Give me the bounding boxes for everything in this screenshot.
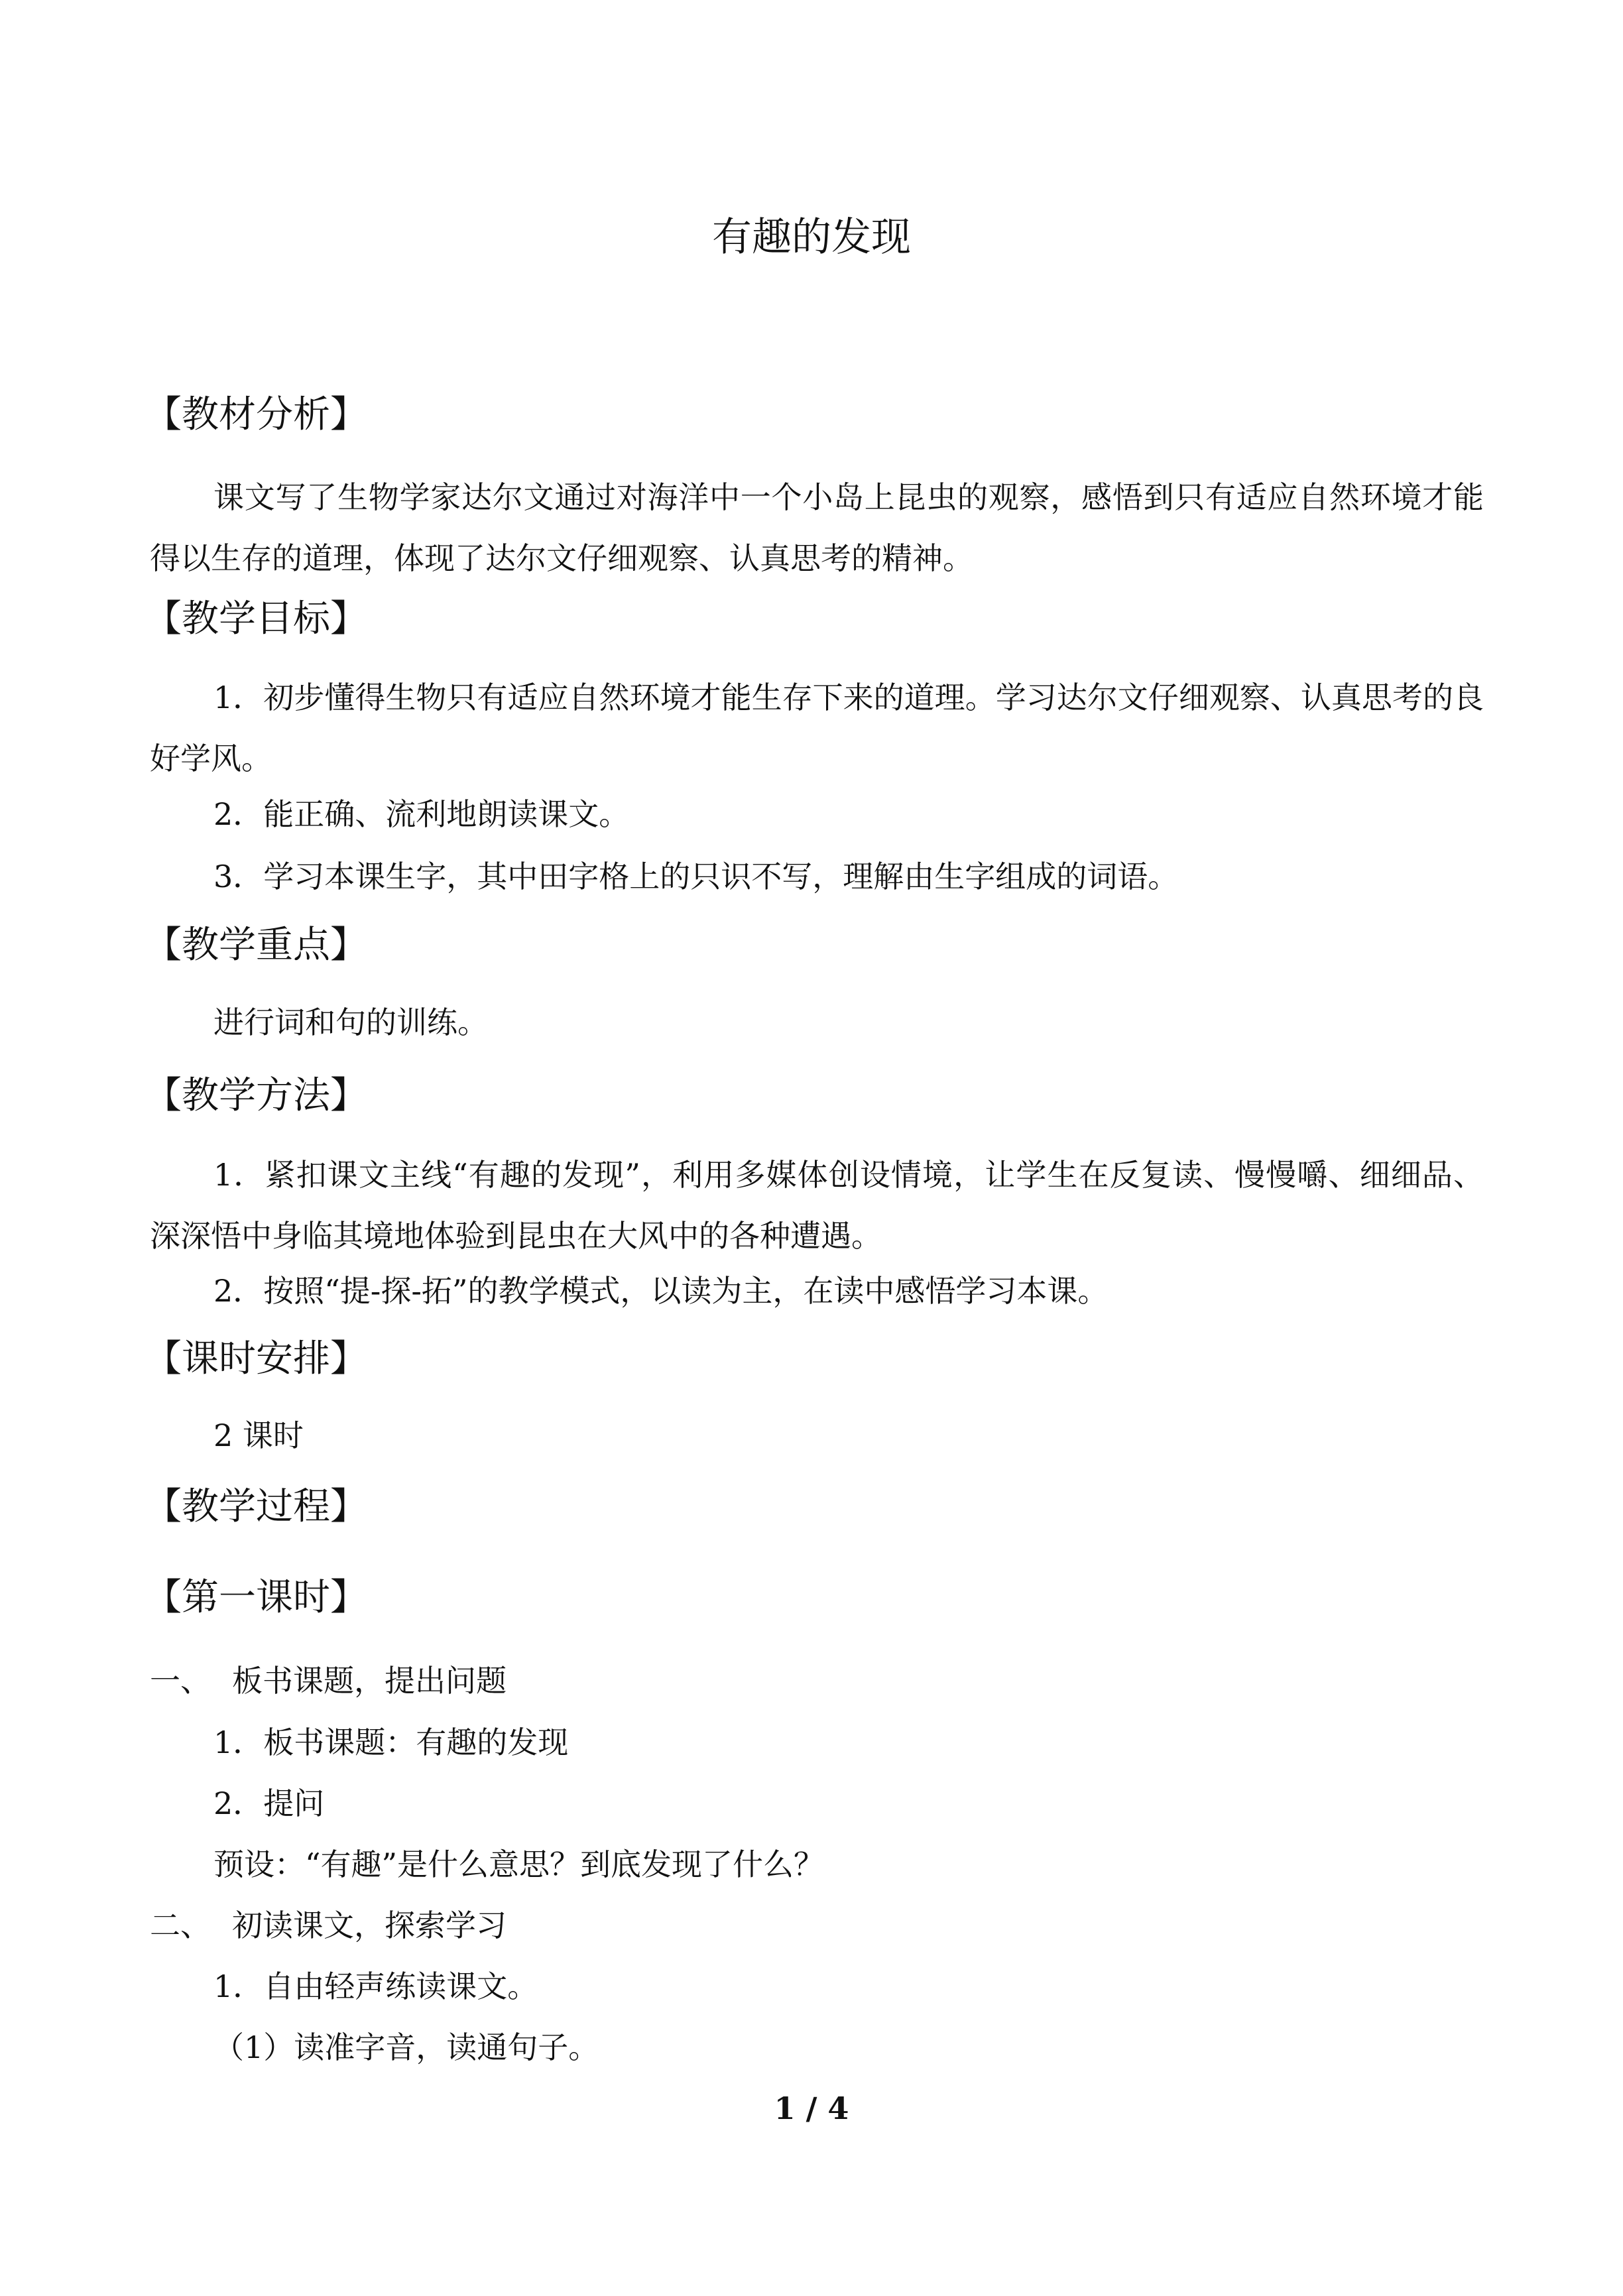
outline-step-1-text: 板书课题，提出问题 — [232, 1663, 507, 1699]
goal-item-2: 2．能正确、流利地朗读课文。 — [213, 796, 630, 832]
material-analysis-text: 课文写了生物学家达尔文通过对海洋中一个小岛上昆虫的观察，感悟到只有适应自然环境才能得以生存的道理，体现了达尔文仔细观察、认真思考的精神。 — [150, 479, 1484, 576]
heading-first-lesson: 【第一课时】 — [145, 1576, 367, 1619]
outline-step-1 — [150, 1661, 507, 1701]
step-1-item-1: 1．板书课题：有趣的发现 — [213, 1724, 569, 1760]
outline-step-2 — [150, 1905, 507, 1945]
step-1-preset: 预设：“有趣”是什么意思？到底发现了什么？ — [213, 1846, 825, 1882]
heading-teaching-goals: 【教学目标】 — [145, 597, 367, 640]
outline-step-2-text: 初读课文，探索学习 — [232, 1907, 507, 1943]
method-item-1: 1．紧扣课文主线“有趣的发现”，利用多媒体创设情境，让学生在反复读、慢慢嚼、细细品、深深悟中身临其境地体验到昆虫在大风中的各种遭遇。 — [150, 1157, 1484, 1254]
step-1-item-2: 2．提问 — [213, 1785, 325, 1821]
teaching-focus-text: 进行词和句的训练。 — [213, 1004, 488, 1040]
class-schedule-text: 2 课时 — [213, 1418, 304, 1453]
goal-item-3: 3．学习本课生字，其中田字格上的只识不写，理解由生字组成的词语。 — [213, 859, 1179, 894]
heading-teaching-process: 【教学过程】 — [145, 1485, 367, 1528]
heading-teaching-methods: 【教学方法】 — [145, 1074, 367, 1117]
outline-step-2-number: 二、 — [150, 1907, 211, 1943]
method-item-2: 2．按照“提-探-拓”的教学模式，以读为主，在读中感悟学习本课。 — [213, 1273, 1109, 1309]
heading-class-schedule: 【课时安排】 — [145, 1337, 367, 1380]
step-2-item-1: 1．自由轻声练读课文。 — [213, 1968, 538, 2004]
heading-material-analysis: 【教材分析】 — [145, 393, 367, 436]
page-title: 有趣的发现 — [712, 214, 911, 261]
outline-step-1-number: 一、 — [150, 1663, 211, 1699]
goal-item-1: 1．初步懂得生物只有适应自然环境才能生存下来的道理。学习达尔文仔细观察、认真思考的良好学风。 — [150, 680, 1484, 776]
heading-teaching-focus: 【教学重点】 — [145, 924, 367, 967]
page-number: 1 / 4 — [774, 2090, 849, 2126]
step-2-item-1-sub: （1）读准字音，读通句子。 — [213, 2029, 599, 2065]
